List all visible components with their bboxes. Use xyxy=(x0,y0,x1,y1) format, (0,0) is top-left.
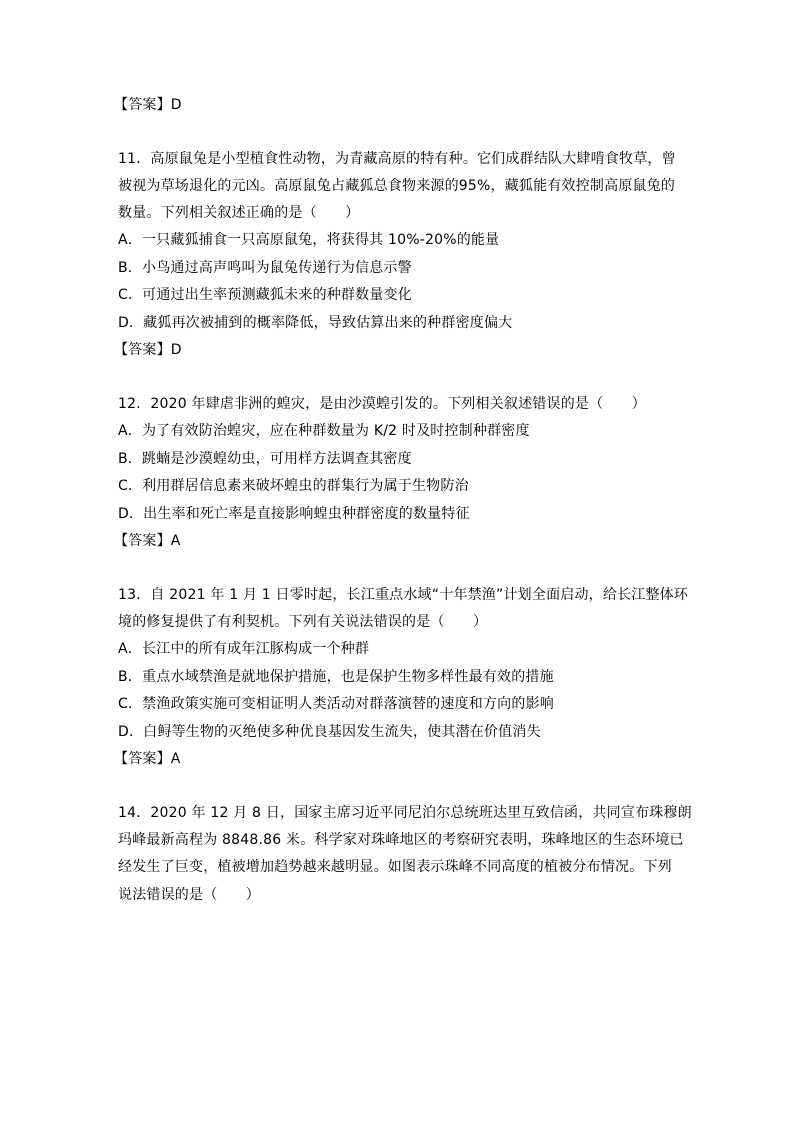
question-12-option-a: A．为了有效防治蝗灾，应在种群数量为 K/2 时及时控制种群密度 xyxy=(118,423,530,439)
question-11-line-2: 被视为草场退化的元凶。高原鼠兔占藏狐总食物来源的95%，藏狐能有效控制高原鼠兔的 xyxy=(118,178,676,194)
question-13-option-a: A．长江中的所有成年江豚构成一个种群 xyxy=(118,641,370,657)
question-11-option-b: B．小鸟通过高声鸣叫为鼠兔传递行为信息示警 xyxy=(118,260,412,276)
answer-q13: 【答案】A xyxy=(114,751,181,767)
answer-q11: 【答案】D xyxy=(114,342,182,358)
question-12-line-1: 12．2020 年肆虐非洲的蝗灾，是由沙漠蝗引发的。下列相关叙述错误的是（ ） xyxy=(118,396,646,412)
question-13-line-1: 13．自 2021 年 1 月 1 日零时起，长江重点水域“十年禁渔”计划全面启动，给长江整体环 xyxy=(118,587,689,603)
question-12-option-b: B．跳蝻是沙漠蝗幼虫，可用样方法调查其密度 xyxy=(118,451,412,467)
question-14-line-3: 经发生了巨变，植被增加趋势越来越明显。如图表示珠峰不同高度的植被分布情况。下列 xyxy=(118,859,672,875)
question-14-line-1: 14．2020 年 12 月 8 日，国家主席习近平同尼泊尔总统班达里互致信函，共同宣布珠穆朗 xyxy=(118,805,692,821)
question-11-option-d: D．藏狐再次被捕到的概率降低，导致估算出来的种群密度偏大 xyxy=(118,315,513,331)
question-11-line-3: 数量。下列相关叙述正确的是（ ） xyxy=(118,205,360,221)
question-13-option-d: D．白鲟等生物的灭绝使多种优良基因发生流失，使其潜在价值消失 xyxy=(118,724,541,740)
question-13-line-2: 境的修复提供了有利契机。下列有关说法错误的是（ ） xyxy=(118,614,488,630)
question-13-option-c: C．禁渔政策实施可变相证明人类活动对群落演替的速度和方向的影响 xyxy=(118,696,554,712)
question-12-option-d: D．出生率和死亡率是直接影响蝗虫种群密度的数量特征 xyxy=(118,506,470,522)
question-13-option-b: B．重点水域禁渔是就地保护措施，也是保护生物多样性最有效的措施 xyxy=(118,669,554,685)
question-14-line-2: 玛峰最新高程为 8848.86 米。科学家对珠峰地区的考察研究表明，珠峰地区的生态环境已 xyxy=(118,832,684,848)
question-11-option-c: C．可通过出生率预测藏狐未来的种群数量变化 xyxy=(118,287,412,303)
question-12-option-c: C．利用群居信息素来破坏蝗虫的群集行为属于生物防治 xyxy=(118,478,469,494)
question-14-line-4: 说法错误的是（ ） xyxy=(118,887,260,903)
answer-q10: 【答案】D xyxy=(114,97,182,113)
answer-q12: 【答案】A xyxy=(114,533,181,549)
question-11-option-a: A．一只藏狐捕食一只高原鼠兔，将获得其 10%-20%的能量 xyxy=(118,232,500,248)
question-11-line-1: 11．高原鼠兔是小型植食性动物，为青藏高原的特有种。它们成群结队大肆啃食牧草，曾 xyxy=(118,151,676,167)
